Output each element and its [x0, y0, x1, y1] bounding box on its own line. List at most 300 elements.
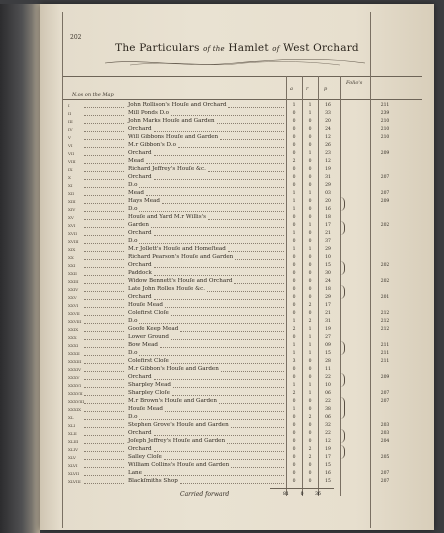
leader-dots: [84, 483, 124, 484]
leader-dots: [84, 435, 124, 436]
acres-value: 0: [292, 415, 296, 420]
table-row: [40, 390, 434, 398]
parcel-description: Orchard: [128, 430, 152, 436]
leader-dots: [84, 339, 124, 340]
parcel-description: D.o: [128, 350, 138, 356]
acres-value: 0: [292, 423, 296, 428]
parcel-description: William Collins's Houſe and Garden: [128, 462, 230, 468]
header-r: r: [306, 86, 309, 92]
book-spine: [0, 4, 40, 533]
leader-dots: [139, 419, 284, 420]
map-number: XXVIII: [68, 319, 82, 324]
roods-value: 0: [308, 359, 312, 364]
folio-reference: 203: [380, 431, 390, 436]
carried-forward-label: Carried forward: [180, 491, 230, 498]
parcel-description: Paddock: [128, 270, 152, 276]
leader-dots: [146, 195, 284, 196]
map-number: XXXV: [68, 375, 80, 380]
acres-value: 0: [292, 287, 296, 292]
map-number: XLVI: [68, 463, 78, 468]
leader-dots: [154, 267, 284, 268]
perches-value: 27: [325, 335, 331, 340]
table-row: [40, 206, 434, 214]
leader-dots: [84, 395, 124, 396]
map-number: XXXI: [68, 343, 79, 348]
table-row: [40, 214, 434, 222]
map-number: XLII: [68, 431, 77, 436]
carried-p: 36: [315, 492, 321, 497]
leader-dots: [165, 411, 284, 412]
map-number: X: [68, 175, 71, 180]
leader-dots: [154, 451, 284, 452]
roods-value: 0: [308, 135, 312, 140]
table-row: [40, 478, 434, 486]
table-row: [40, 334, 434, 342]
perches-value: 30: [325, 271, 331, 276]
table-row: [40, 310, 434, 318]
leader-dots: [84, 123, 124, 124]
acres-value: 0: [292, 255, 296, 260]
leader-dots: [84, 139, 124, 140]
roods-value: 0: [308, 263, 312, 268]
parcel-description: Sharpley Mead: [128, 382, 172, 388]
ledger-page: [40, 4, 434, 530]
roods-value: 0: [308, 463, 312, 468]
roods-value: 1: [308, 223, 312, 228]
leader-dots: [84, 203, 124, 204]
perches-value: 03: [325, 191, 331, 196]
parcel-description: Joſeph Jeffrey's Houſe and Garden: [128, 438, 226, 444]
acres-value: 0: [292, 311, 296, 316]
roods-value: 1: [308, 391, 312, 396]
roods-value: 1: [308, 111, 312, 116]
roods-value: 1: [308, 103, 312, 108]
leader-dots: [154, 379, 284, 380]
leader-dots: [84, 267, 124, 268]
acres-value: 0: [292, 471, 296, 476]
leader-dots: [178, 147, 284, 148]
parcel-description: Orchard: [128, 262, 152, 268]
leader-dots: [84, 211, 124, 212]
folio-reference: 211: [380, 103, 390, 108]
carried-a: 81: [283, 492, 289, 497]
leader-dots: [220, 139, 284, 140]
map-number: XX: [68, 255, 74, 260]
acres-value: 0: [292, 263, 296, 268]
perches-value: 31: [325, 319, 331, 324]
map-number: XVIII: [68, 239, 79, 244]
parcel-description: Orchard: [128, 294, 152, 300]
roods-value: 0: [308, 439, 312, 444]
parcel-description: Mill Ponds D.o: [128, 110, 170, 116]
leader-dots: [151, 227, 284, 228]
leader-dots: [154, 275, 284, 276]
acres-value: 1: [292, 191, 296, 196]
roods-value: 1: [308, 335, 312, 340]
perches-value: 17: [325, 223, 331, 228]
leader-dots: [221, 371, 284, 372]
table-row: [40, 414, 434, 422]
leader-dots: [84, 219, 124, 220]
folio-reference: 209: [380, 199, 390, 204]
perches-value: 21: [325, 311, 331, 316]
map-number: XL: [68, 415, 74, 420]
leader-dots: [84, 131, 124, 132]
roods-value: 2: [308, 455, 312, 460]
table-row: [40, 302, 434, 310]
parcel-description: Orchard: [128, 174, 152, 180]
acres-value: 0: [292, 111, 296, 116]
parcel-description: M.r Gibbon's D.o: [128, 142, 176, 148]
parcel-description: Bow Mead: [128, 342, 158, 348]
perches-value: 23: [325, 151, 331, 156]
roods-value: 0: [308, 431, 312, 436]
leader-dots: [139, 243, 284, 244]
perches-value: 06: [325, 415, 331, 420]
acres-value: 2: [292, 159, 296, 164]
map-number: V: [68, 135, 71, 140]
table-row: [40, 198, 434, 206]
parcel-description: Richard Pearson's Houſe and Garden: [128, 254, 234, 260]
perches-value: 21: [325, 231, 331, 236]
roods-value: 0: [308, 167, 312, 172]
acres-value: 0: [292, 439, 296, 444]
acres-value: 0: [292, 127, 296, 132]
folio-reference: 207: [380, 479, 390, 484]
header-folio: Folio's: [346, 80, 363, 86]
table-row: [40, 350, 434, 358]
perches-value: 18: [325, 287, 331, 292]
folio-reference: 201: [380, 295, 390, 300]
folio-reference: 204: [380, 439, 390, 444]
acres-value: 1: [292, 383, 296, 388]
perches-value: 12: [325, 135, 331, 140]
folio-reference: 207: [380, 399, 390, 404]
acres-value: 1: [292, 343, 296, 348]
acres-value: 1: [292, 103, 296, 108]
perches-value: 22: [325, 431, 331, 436]
perches-value: 37: [325, 239, 331, 244]
parcel-description: Orchard: [128, 374, 152, 380]
roods-value: 0: [308, 407, 312, 412]
leader-dots: [228, 107, 284, 108]
acres-value: 1: [292, 199, 296, 204]
leader-dots: [84, 243, 124, 244]
acres-value: 0: [292, 479, 296, 484]
acres-value: 0: [292, 447, 296, 452]
leader-dots: [154, 179, 284, 180]
perches-value: 16: [325, 207, 331, 212]
parcel-description: Colefirst Cloſe: [128, 358, 169, 364]
folio-reference: 202: [380, 223, 390, 228]
acres-value: 0: [292, 431, 296, 436]
roods-value: 2: [308, 319, 312, 324]
leader-dots: [235, 259, 284, 260]
folio-reference: 209: [380, 375, 390, 380]
map-number: XXXIX: [68, 407, 81, 412]
table-row: [40, 150, 434, 158]
leader-dots: [164, 459, 284, 460]
parcel-description: Houſe Mead: [128, 406, 163, 412]
leader-dots: [231, 427, 284, 428]
title-of-1: of the: [203, 45, 225, 53]
leader-dots: [84, 275, 124, 276]
perches-value: 26: [325, 143, 331, 148]
parcel-description: Richard Jeffrey's Houſe &c.: [128, 166, 206, 172]
map-number: XLI: [68, 423, 76, 428]
perches-value: 15: [325, 479, 331, 484]
leader-dots: [84, 363, 124, 364]
perches-value: 32: [325, 423, 331, 428]
leader-dots: [84, 403, 124, 404]
parcel-description: Garden: [128, 222, 149, 228]
parcel-description: Orchard: [128, 230, 152, 236]
acres-value: 0: [292, 167, 296, 172]
perches-value: 20: [325, 199, 331, 204]
acres-value: 0: [292, 119, 296, 124]
folio-reference: 202: [380, 279, 390, 284]
leader-dots: [84, 411, 124, 412]
folio-reference: 210: [380, 127, 390, 132]
map-number: XIII: [68, 199, 76, 204]
perches-value: 29: [325, 295, 331, 300]
map-number: XXXVIII: [68, 399, 85, 404]
acres-value: 0: [292, 175, 296, 180]
leader-dots: [234, 283, 284, 284]
acres-value: 2: [292, 327, 296, 332]
header-number: N.os on the Map: [72, 92, 114, 98]
parcel-description: Hays Mead: [128, 198, 160, 204]
leader-dots: [84, 371, 124, 372]
table-row: [40, 190, 434, 198]
perches-value: 24: [325, 127, 331, 132]
leader-dots: [217, 123, 284, 124]
leader-dots: [84, 387, 124, 388]
leader-dots: [173, 387, 284, 388]
map-number: VII: [68, 151, 75, 156]
roods-value: 0: [308, 143, 312, 148]
map-number: XII: [68, 191, 75, 196]
perches-value: 06: [325, 391, 331, 396]
table-row: [40, 246, 434, 254]
table-row: [40, 406, 434, 414]
table-row: [40, 438, 434, 446]
table-row: [40, 174, 434, 182]
leader-dots: [208, 219, 284, 220]
perches-value: 29: [325, 183, 331, 188]
perches-value: 19: [325, 447, 331, 452]
table-row: [40, 166, 434, 174]
map-number: XLVIII: [68, 479, 81, 484]
leader-dots: [84, 315, 124, 316]
leader-dots: [227, 443, 284, 444]
map-number: XXII: [68, 271, 77, 276]
map-number: XXV: [68, 295, 77, 300]
table-row: [40, 222, 434, 230]
parcel-description: John Rollison's Houſe and Orchard: [128, 102, 227, 108]
leader-dots: [171, 315, 284, 316]
roods-value: 0: [308, 183, 312, 188]
parcel-description: Lane: [128, 470, 142, 476]
roods-value: 0: [308, 199, 312, 204]
leader-dots: [84, 355, 124, 356]
title-flourish: [100, 56, 370, 70]
leader-dots: [165, 307, 284, 308]
title-part-2: Hamlet: [228, 42, 269, 54]
acres-value: 1: [292, 351, 296, 356]
perches-value: 10: [325, 383, 331, 388]
page-number: 202: [70, 34, 82, 41]
leader-dots: [84, 259, 124, 260]
leader-dots: [84, 115, 124, 116]
folio-reference: 211: [380, 351, 390, 356]
acres-value: 0: [292, 183, 296, 188]
leader-dots: [84, 227, 124, 228]
acres-value: 1: [292, 407, 296, 412]
folio-reference: 211: [380, 343, 390, 348]
roods-value: 0: [308, 255, 312, 260]
leader-dots: [228, 251, 284, 252]
leader-dots: [162, 203, 284, 204]
leader-dots: [154, 435, 284, 436]
parcel-description: Stephen Grove's Houſe and Garden: [128, 422, 229, 428]
roods-value: 1: [308, 327, 312, 332]
perches-value: 15: [325, 463, 331, 468]
roods-value: 0: [308, 423, 312, 428]
leader-dots: [154, 235, 284, 236]
roods-value: 0: [308, 159, 312, 164]
perches-value: 12: [325, 439, 331, 444]
table-row: [40, 342, 434, 350]
folio-reference: 210: [380, 119, 390, 124]
table-row: [40, 102, 434, 110]
acres-value: 3: [292, 359, 296, 364]
roods-value: 0: [308, 207, 312, 212]
leader-dots: [172, 395, 284, 396]
leader-dots: [84, 443, 124, 444]
leader-dots: [84, 179, 124, 180]
folio-reference: 212: [380, 311, 390, 316]
folio-reference: 207: [380, 191, 390, 196]
table-row: [40, 134, 434, 142]
folio-reference: 207: [380, 471, 390, 476]
roods-value: 0: [308, 399, 312, 404]
perches-value: 15: [325, 351, 331, 356]
map-number: II: [68, 111, 72, 116]
perches-value: 17: [325, 455, 331, 460]
map-number: XI: [68, 183, 73, 188]
acres-value: 2: [292, 391, 296, 396]
parcel-description: Sharpley Cloſe: [128, 390, 170, 396]
roods-value: 1: [308, 383, 312, 388]
map-number: XLVII: [68, 471, 80, 476]
folio-reference: 209: [380, 151, 390, 156]
roods-value: 1: [308, 247, 312, 252]
perches-value: 38: [325, 407, 331, 412]
table-row: [40, 110, 434, 118]
parcel-description: M.r Brown's Houſe and Garden: [128, 398, 217, 404]
acres-value: 0: [292, 151, 296, 156]
acres-value: 0: [292, 271, 296, 276]
map-number: IV: [68, 127, 73, 132]
map-number: XXXII: [68, 351, 80, 356]
acres-value: 0: [292, 135, 296, 140]
leader-dots: [171, 363, 284, 364]
map-number: XXVI: [68, 303, 79, 308]
folio-reference: 210: [380, 135, 390, 140]
perches-value: 10: [325, 255, 331, 260]
roods-value: 2: [308, 447, 312, 452]
leader-dots: [84, 251, 124, 252]
table-row: [40, 270, 434, 278]
parcel-description: Colefirst Cloſe: [128, 310, 169, 316]
leader-dots: [84, 475, 124, 476]
acres-value: 0: [292, 143, 296, 148]
table-row: [40, 286, 434, 294]
parcel-description: D.o: [128, 414, 138, 420]
leader-dots: [84, 331, 124, 332]
table-row: [40, 118, 434, 126]
perches-value: 12: [325, 159, 331, 164]
perches-value: 22: [325, 399, 331, 404]
parcel-description: Salley Cloſe: [128, 454, 162, 460]
acres-value: 1: [292, 247, 296, 252]
table-row: [40, 158, 434, 166]
leader-dots: [171, 115, 284, 116]
map-number: XXI: [68, 263, 76, 268]
parcel-description: Orchard: [128, 446, 152, 452]
parcel-description: Blackſmiths Shop: [128, 478, 178, 484]
table-row: [40, 430, 434, 438]
leader-dots: [139, 211, 284, 212]
table-row: [40, 142, 434, 150]
leader-dots: [84, 147, 124, 148]
parcel-description: Lower Ground: [128, 334, 169, 340]
folio-reference: 211: [380, 359, 390, 364]
header-a: a: [290, 86, 293, 92]
table-row: [40, 358, 434, 366]
table-row: [40, 294, 434, 302]
roods-value: 0: [308, 287, 312, 292]
table-row: [40, 182, 434, 190]
leader-dots: [144, 475, 284, 476]
parcel-description: D.o: [128, 238, 138, 244]
acres-value: 0: [292, 455, 296, 460]
table-row: [40, 422, 434, 430]
table-row: [40, 470, 434, 478]
parcel-description: Houſe Mead: [128, 302, 163, 308]
roods-value: 0: [308, 375, 312, 380]
leader-dots: [84, 451, 124, 452]
map-number: IX: [68, 167, 73, 172]
parcel-description: Widow Bennett's Houſe and Orchard: [128, 278, 233, 284]
perches-value: 33: [325, 111, 331, 116]
leader-dots: [84, 467, 124, 468]
perches-value: 17: [325, 303, 331, 308]
acres-value: 0: [292, 463, 296, 468]
roods-value: 0: [308, 479, 312, 484]
perches-value: 19: [325, 167, 331, 172]
perches-value: 16: [325, 103, 331, 108]
acres-value: 0: [292, 367, 296, 372]
map-number: XIV: [68, 207, 76, 212]
acres-value: 0: [292, 303, 296, 308]
rule-total: [270, 488, 334, 489]
roods-value: 0: [308, 119, 312, 124]
leader-dots: [154, 155, 284, 156]
leader-dots: [84, 323, 124, 324]
leader-dots: [180, 331, 284, 332]
